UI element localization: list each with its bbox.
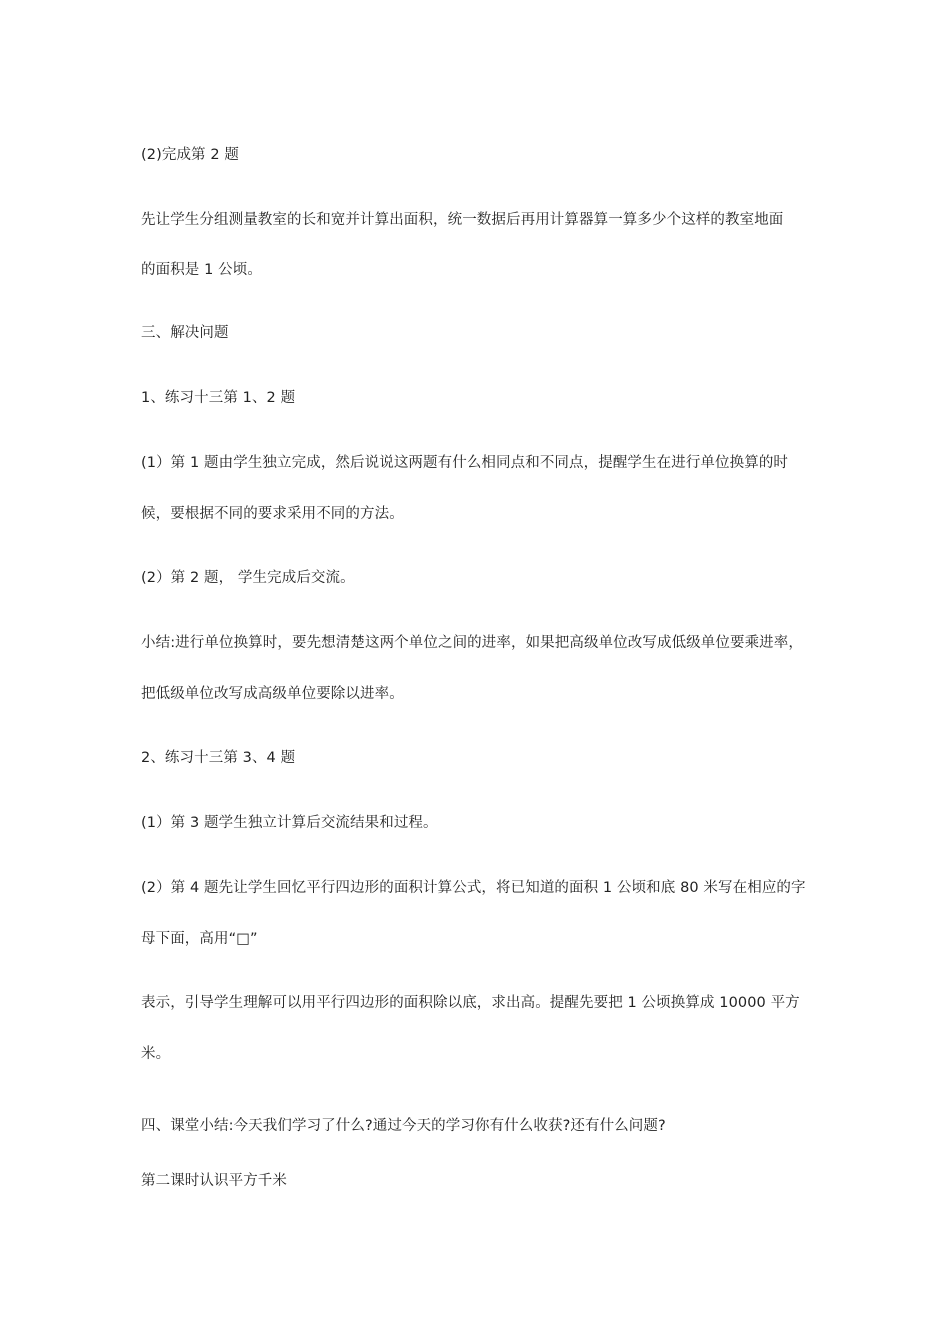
paragraph-line: 的面积是 1 公顷。 (141, 262, 262, 278)
paragraph-line: (1）第 1 题由学生独立完成，然后说说这两题有什么相同点和不同点，提醒学生在进行单位换算的时 (141, 455, 789, 471)
paragraph-line: 1、练习十三第 1、2 题 (141, 390, 296, 406)
paragraph-line: 母下面，高用“□” (141, 931, 258, 947)
paragraph-line: 米。 (141, 1046, 171, 1062)
paragraph-line: 把低级单位改写成高级单位要除以进率。 (141, 686, 404, 702)
paragraph-line: 表示，引导学生理解可以用平行四边形的面积除以底，求出高。提醒先要把 1 公顷换算成 10000 平方 (141, 995, 800, 1011)
paragraph-line: 先让学生分组测量教室的长和宽并计算出面积，统一数据后再用计算器算一算多少个这样的教室地面 (141, 212, 784, 228)
paragraph-line: (2）第 2 题， 学生完成后交流。 (141, 570, 355, 586)
paragraph-line: (1）第 3 题学生独立计算后交流结果和过程。 (141, 815, 438, 831)
paragraph-line: (2）第 4 题先让学生回忆平行四边形的面积计算公式，将已知道的面积 1 公顷和底 80 米写在相应的字 (141, 880, 806, 896)
section-heading: 四、课堂小结:今天我们学习了什么?通过今天的学习你有什么收获?还有什么问题? (141, 1118, 666, 1134)
paragraph-line: 2、练习十三第 3、4 题 (141, 750, 296, 766)
paragraph-line: 候，要根据不同的要求采用不同的方法。 (141, 506, 404, 522)
lesson-title: 第二课时认识平方千米 (141, 1173, 287, 1189)
section-heading: 三、解决问题 (141, 325, 229, 341)
paragraph-line: (2)完成第 2 题 (141, 147, 239, 163)
paragraph-line: 小结:进行单位换算时，要先想清楚这两个单位之间的进率，如果把高级单位改写成低级单位要乘进率， (141, 635, 803, 651)
